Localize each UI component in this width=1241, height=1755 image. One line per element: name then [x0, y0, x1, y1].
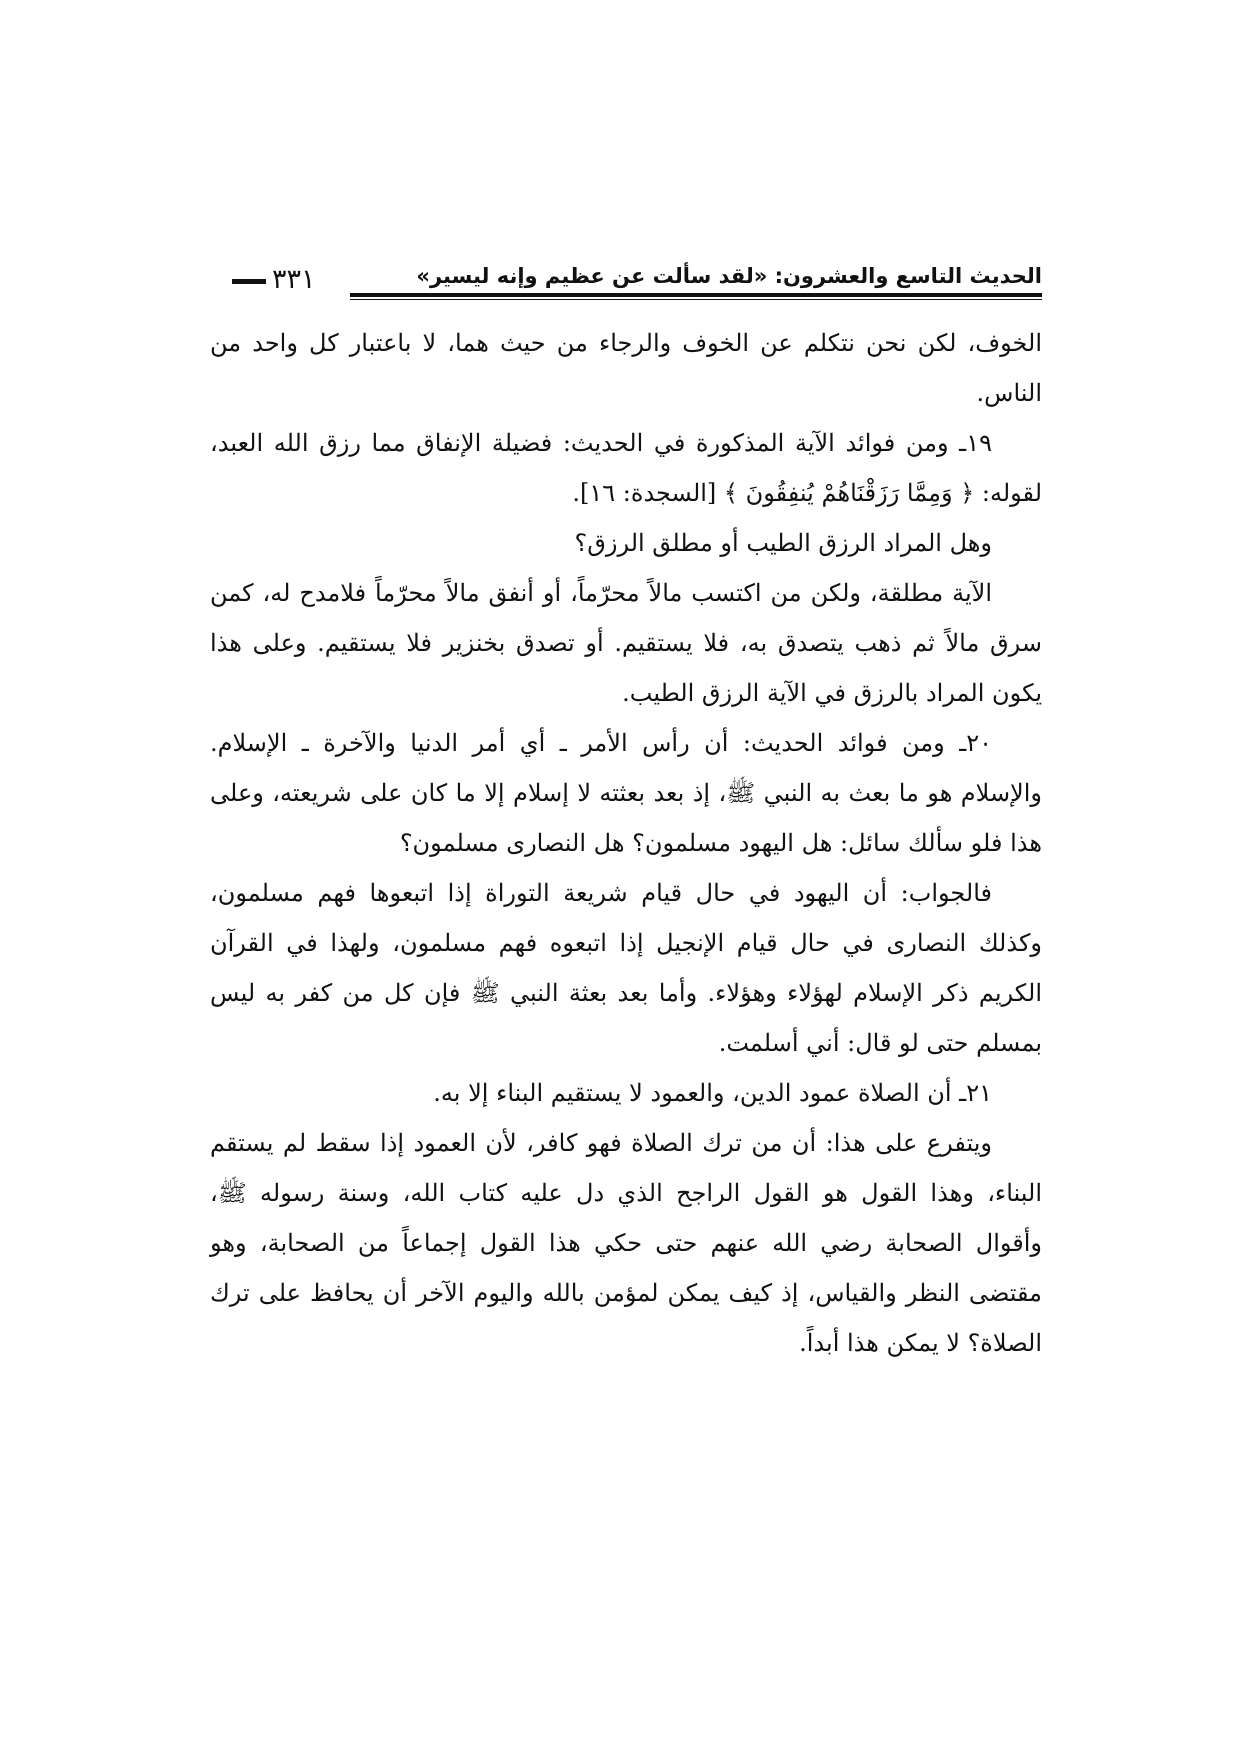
body-text [210, 318, 1042, 1368]
page-number-bar [232, 279, 266, 284]
paragraph-5: ٢٠ـ ومن فوائد الحديث: أن رأس الأمر ـ أي أمر الدنيا والآخرة ـ الإسلام. والإسلام هو ما بعث به النبي ﷺ، إذ بعد بعثته لا إسلام إلا ما كان على شريعته، وعلى هذا فلو سألك سائل: هل اليهود مسلمون؟ هل النصارى مسلمون؟ [210, 729, 1042, 857]
header-rule [350, 293, 1042, 300]
paragraph-4: الآية مطلقة، ولكن من اكتسب مالاً محرّماً، أو أنفق مالاً محرّماً فلامدح له، كمن سرق مالاً ثم ذهب يتصدق به، فلا يستقيم. أو تصدق بخنزير فلا يستقيم. وعلى هذا يكون المراد بالرزق في الآية الرزق الطيب. [210, 579, 1042, 707]
paragraph-2: ١٩ـ ومن فوائد الآية المذكورة في الحديث: فضيلة الإنفاق مما رزق الله العبد، لقوله: ﴿ وَمِمَّا رَزَقْنَاهُمْ يُنفِقُونَ ﴾ [السجدة: ١٦]. [210, 429, 1042, 507]
page-header [232, 262, 1042, 302]
paragraph-3: وهل المراد الرزق الطيب أو مطلق الرزق؟ [574, 529, 992, 557]
paragraph-8: ويتفرع على هذا: أن من ترك الصلاة فهو كافر، لأن العمود إذا سقط لم يستقم البناء، وهذا القول هو القول الراجح الذي دل عليه كتاب الله، وسنة رسوله ﷺ، وأقوال الصحابة رضي الله عنهم حتى حكي هذا القول إجماعاً من الصحابة، وهو مقتضى النظر والقياس، إذ كيف يمكن لمؤمن بالله واليوم الآخر أن يحافظ على ترك الصلاة؟ لا يمكن هذا أبداً. [210, 1129, 1042, 1357]
paragraph-6: فالجواب: أن اليهود في حال قيام شريعة التوراة إذا اتبعوها فهم مسلمون، وكذلك النصارى في حال قيام الإنجيل إذا اتبعوه فهم مسلمون، ولهذا في القرآن الكريم ذكر الإسلام لهؤلاء وهؤلاء. وأما بعد بعثة النبي ﷺ فإن كل من كفر به ليس بمسلم حتى لو قال: أني أسلمت. [210, 879, 1042, 1057]
paragraph-7: ٢١ـ أن الصلاة عمود الدين، والعمود لا يستقيم البناء إلا به. [433, 1079, 992, 1107]
paragraph-1: الخوف، لكن نحن نتكلم عن الخوف والرجاء من حيث هما، لا باعتبار كل واحد من الناس. [210, 329, 1042, 407]
page-number: ٣٣١ [272, 264, 316, 295]
running-title: الحديث التاسع والعشرون: «لقد سألت عن عظيم وإنه ليسير» [416, 264, 1042, 288]
